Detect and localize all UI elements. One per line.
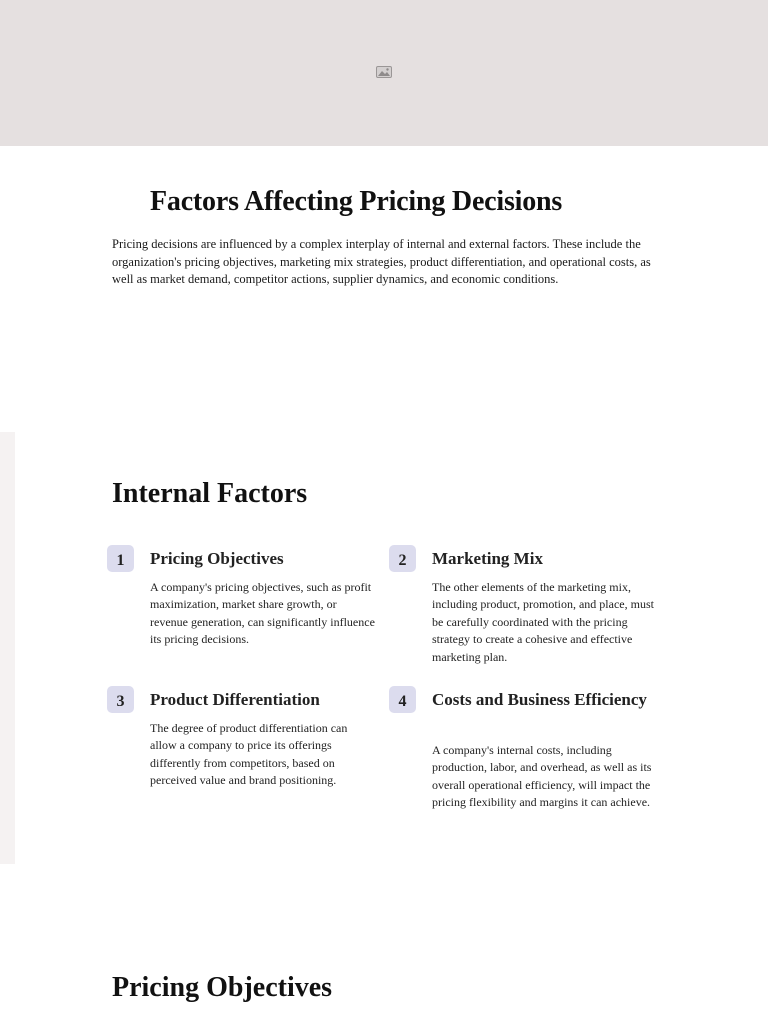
factor-title: Pricing Objectives	[150, 549, 284, 568]
factor-title: Marketing Mix	[432, 549, 543, 568]
factor-number-badge: 3	[107, 686, 134, 713]
factor-title: Product Differentiation	[150, 690, 320, 709]
intro-paragraph: Pricing decisions are influenced by a complex interplay of internal and external factors. These include the organization's pricing objectives, marketing mix strategies, product differentiation, and operational costs, as well as market demand, competitor actions, supplier dynamics, and economic conditions.	[112, 237, 651, 286]
intro-slide	[7, 146, 768, 432]
factor-description: The degree of product differentiation can allow a company to price its offerings differently from competitors, based on perceived value and brand positioning.	[150, 721, 348, 788]
pricing-objectives-slide	[7, 864, 768, 1024]
factor-number-badge: 4	[389, 686, 416, 713]
factor-title: Costs and Business Efficiency	[432, 690, 647, 709]
factor-number-badge: 1	[107, 545, 134, 572]
intro-title: Factors Affecting Pricing Decisions	[150, 186, 563, 217]
factor-description: A company's pricing objectives, such as profit maximization, market share growth, or revenue generation, can significantly influence its pricing decisions.	[150, 580, 375, 647]
image-icon	[376, 66, 392, 78]
factor-description: The other elements of the marketing mix, including product, promotion, and place, must be carefully coordinated with the pricing strategy to create a cohesive and effective marketing plan.	[432, 580, 654, 664]
factor-description: A company's internal costs, including production, labor, and overhead, as well as its overall operational efficiency, will impact the pricing flexibility and margins it can achieve.	[432, 743, 652, 810]
pricing-objectives-title: Pricing Objectives	[112, 972, 333, 1003]
factor-number-badge: 2	[389, 545, 416, 572]
slide-side-band	[0, 432, 15, 864]
internal-factors-slide	[15, 432, 768, 864]
hero-image-placeholder	[0, 0, 768, 146]
internal-factors-title: Internal Factors	[112, 478, 308, 509]
